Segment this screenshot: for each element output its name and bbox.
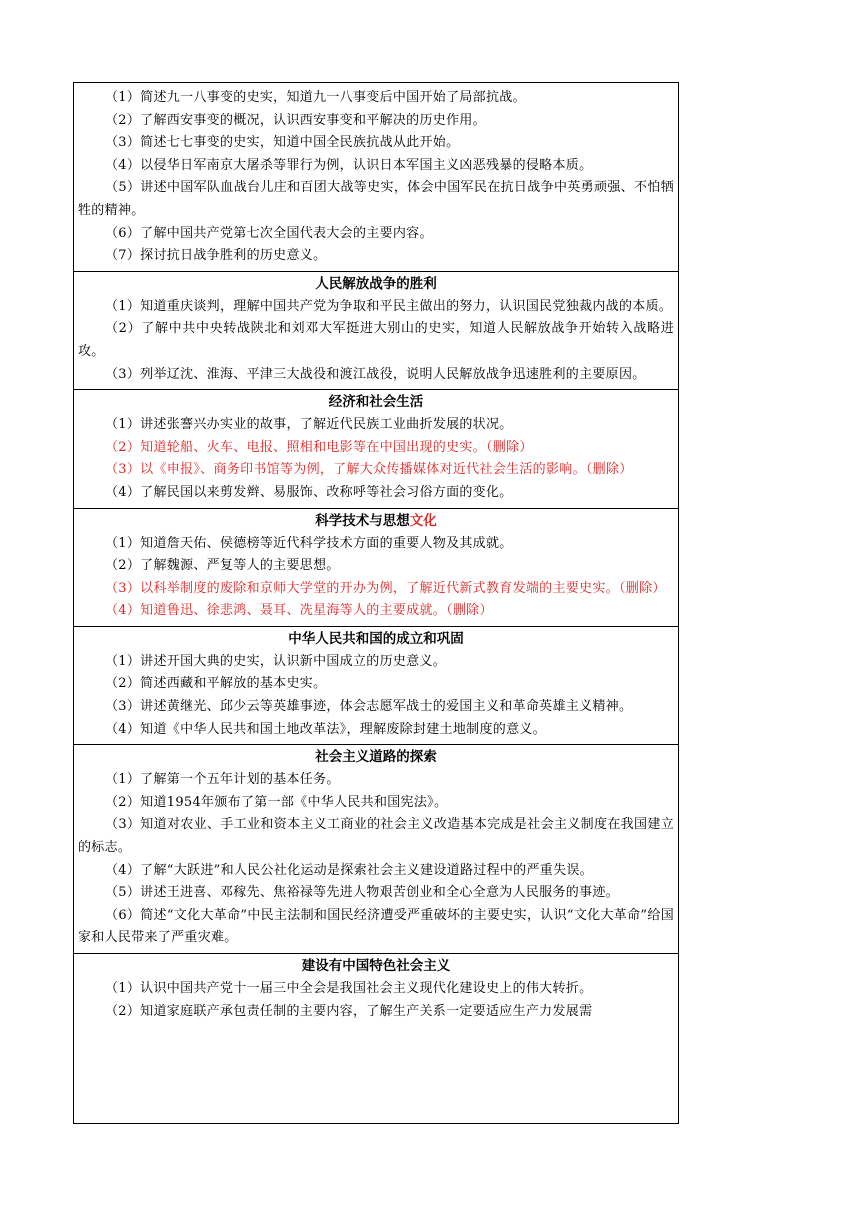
list-item: （3）简述七七事变的史实，知道中国全民族抗战从此开始。 (105, 135, 460, 151)
deleted-list-item: （4）知道鲁迅、徐悲鸿、聂耳、冼星海等人的主要成就。（删除） (105, 603, 493, 619)
list-item: （1）讲述开国大典的史实，认识新中国成立的历史意义。 (105, 653, 447, 669)
table-section (74, 508, 678, 626)
section-heading-text: 经济和社会生活 (328, 394, 424, 411)
section-heading (78, 630, 674, 649)
table-section (74, 271, 678, 389)
list-item: （7）探讨抗日战争胜利的历史意义。 (105, 248, 327, 264)
deleted-list-item: （2）知道轮船、火车、电报、照相和电影等在中国出现的史实。（删除） (105, 439, 533, 455)
list-item: （3）讲述黄继光、邱少云等英雄事迹，体会志愿军战士的爱国主义和革命英雄主义精神。 (105, 699, 633, 715)
section-heading (78, 393, 674, 412)
section-heading (78, 748, 674, 767)
section-heading (78, 957, 674, 976)
list-item: （1）知道詹天佑、侯德榜等近代科学技术方面的重要人物及其成就。 (105, 535, 513, 551)
section-heading-text: 社会主义道路的探索 (315, 749, 437, 766)
list-item: （5）讲述中国军队血战台儿庄和百团大战等史实，体会中国军民在抗日战争中英勇顽强、不怕牺牲的精神。 (78, 180, 674, 218)
list-item: （1）讲述张謇兴办实业的故事，了解近代民族工业曲折发展的状况。 (105, 417, 513, 433)
table-section (74, 626, 678, 744)
list-item: （2）了解西安事变的概况，认识西安事变和平解决的历史作用。 (105, 112, 486, 128)
list-item: （1）简述九一八事变的史实，知道九一八事变后中国开始了局部抗战。 (105, 90, 526, 105)
list-item: （3）列举辽沈、淮海、平津三大战役和渡江战役，说明人民解放战争迅速胜利的主要原因。 (105, 366, 646, 382)
list-item: （2）知道家庭联产承包责任制的主要内容，了解生产关系一定要适应生产力发展需 (105, 1003, 593, 1019)
table-section (74, 389, 678, 507)
list-item: （6）简述“文化大革命”中民主法制和国民经济遭受严重破坏的主要史实，认识“文化大革命”给国家和人民带来了严重灾难。 (78, 907, 674, 946)
list-item: （4）以侵华日军南京大屠杀等罪行为例，认识日本军国主义凶恶残暴的侵略本质。 (105, 157, 593, 173)
list-item: （5）讲述王进喜、邓稼先、焦裕禄等先进人物艰苦创业和全心全意为人民服务的事迹。 (105, 885, 619, 901)
section-heading-text: 建设有中国特色社会主义 (301, 958, 451, 974)
table-section (74, 953, 678, 1026)
list-item: （1）知道重庆谈判，理解中国共产党为争取和平民主做出的努力，认识国民党独裁内战的本质。 (105, 298, 673, 314)
section-heading-text: 科学技术与思想 (315, 512, 410, 529)
section-heading (78, 275, 674, 294)
section-heading-highlight: 文化 (409, 512, 437, 529)
list-item: （2）了解中共中央转战陕北和刘邓大军挺进大别山的史实，知道人民解放战争开始转入战略进攻。 (78, 321, 674, 359)
list-item: （2）简述西藏和平解放的基本史实。 (105, 676, 327, 692)
list-item: （1）了解第一个五年计划的基本任务。 (105, 772, 340, 788)
list-item: （1）认识中国共产党十一届三中全会是我国社会主义现代化建设史上的伟大转折。 (105, 981, 593, 996)
list-item: （3）知道对农业、手工业和资本主义工商业的社会主义改造基本完成是社会主义制度在我国建立的标志。 (78, 817, 674, 856)
section-heading-text: 中华人民共和国的成立和巩固 (288, 630, 464, 647)
curriculum-table (73, 82, 679, 1124)
list-item: （4）了解“大跃进”和人民公社化运动是探索社会主义建设道路过程中的严重失误。 (105, 862, 593, 878)
section-heading-text: 人民解放战争的胜利 (315, 275, 437, 292)
list-item: （2）了解魏源、严复等人的主要思想。 (105, 558, 340, 574)
list-item: （4）了解民国以来剪发辫、易服饰、改称呼等社会习俗方面的变化。 (105, 484, 513, 500)
list-item: （2）知道1954年颁布了第一部《中华人民共和国宪法》。 (105, 794, 448, 810)
list-item: （4）知道《中华人民共和国土地改革法》，理解废除封建土地制度的意义。 (105, 721, 546, 737)
table-section (74, 83, 678, 271)
section-heading (78, 512, 674, 531)
table-section (74, 744, 678, 953)
list-item: （6）了解中国共产党第七次全国代表大会的主要内容。 (105, 225, 433, 241)
deleted-list-item: （3）以科举制度的废除和京师大学堂的开办为例，了解近代新式教育发端的主要史实。（删除） (105, 580, 666, 596)
deleted-list-item: （3）以《申报》、商务印书馆等为例，了解大众传播媒体对近代社会生活的影响。（删除） (105, 462, 633, 478)
